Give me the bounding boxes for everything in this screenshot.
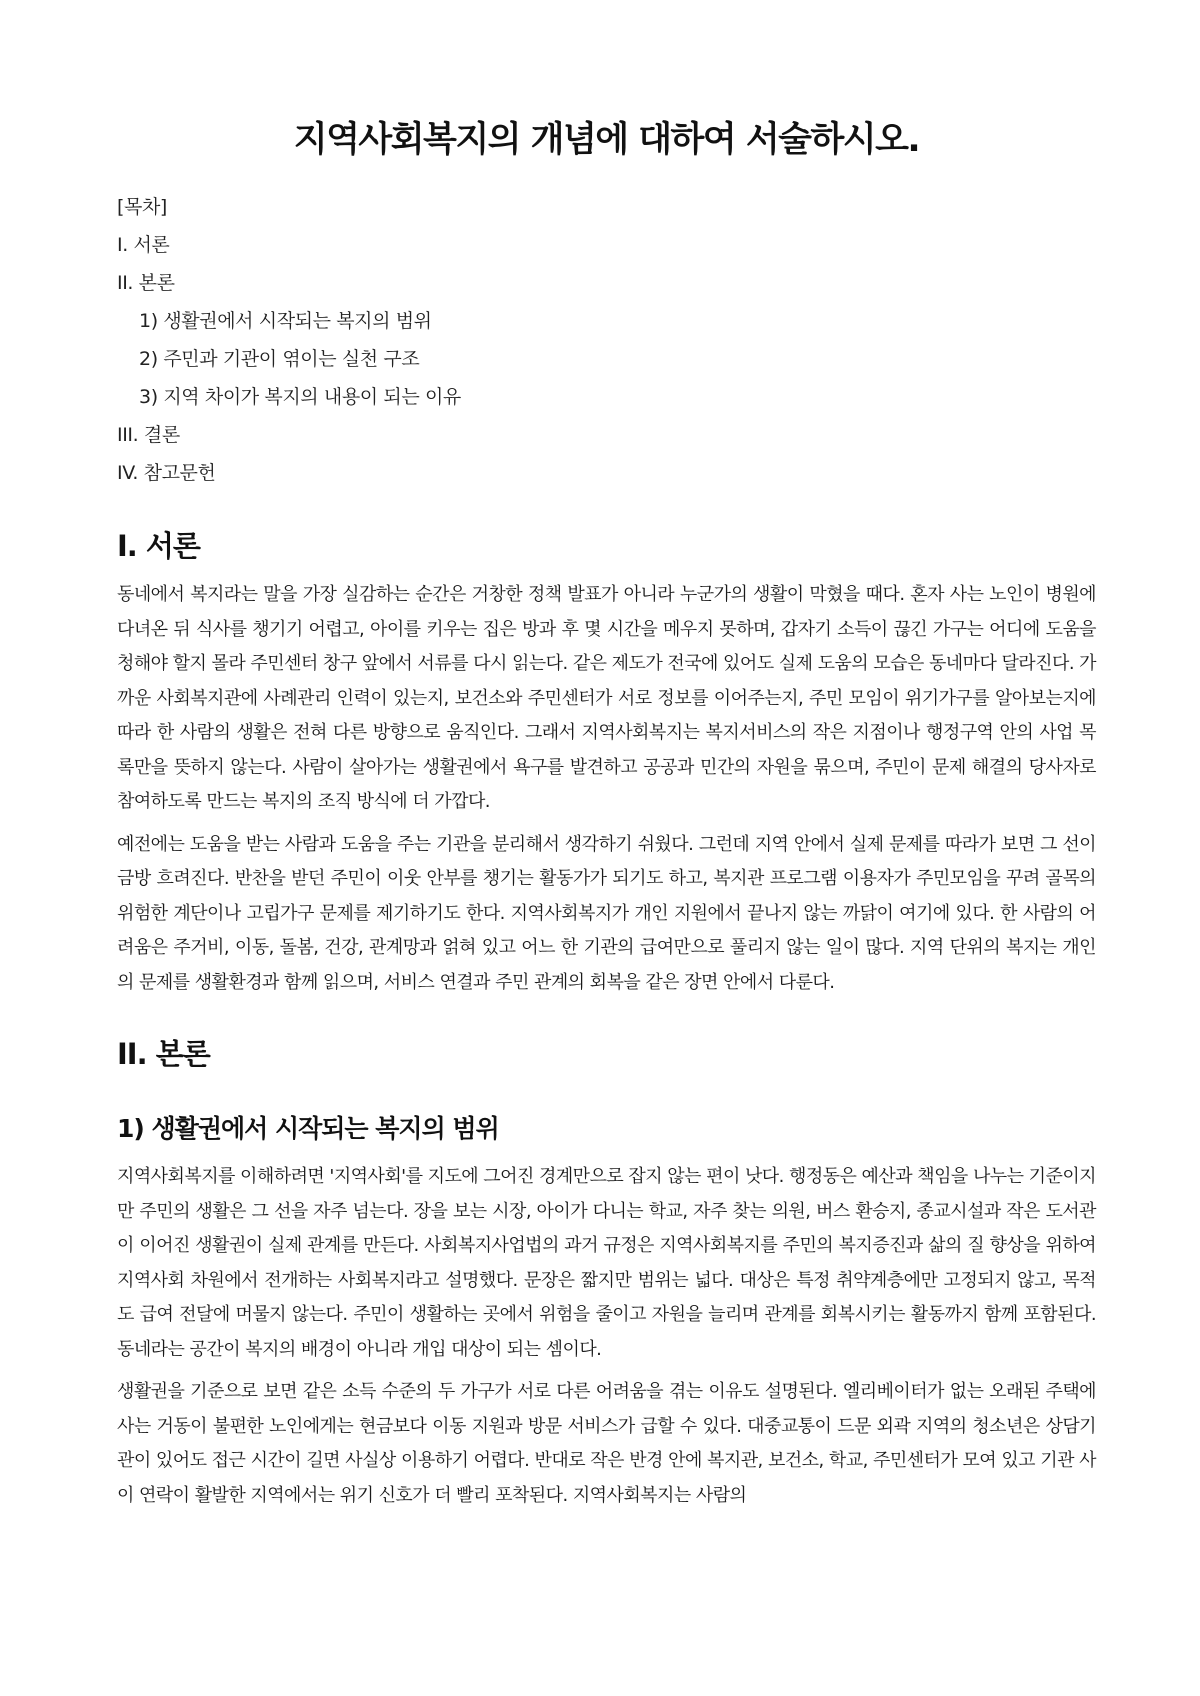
toc-item-references: IV. 참고문헌 (117, 462, 216, 484)
body-sub1-paragraph-2: 생활권을 기준으로 보면 같은 소득 수준의 두 가구가 서로 다른 어려움을 겪는 이유도 설명된다. 엘리베이터가 없는 오래된 주택에 사는 거동이 불편한 노인에게는 현금보다 이동 지원과 방문 서비스가 급할 수 있다. 대중교통이 드문 외곽 지역의 청소년은 상담기관이 있어도 접근 시간이 길면 사실상 이용하기 어렵다. 반대로 작은 반경 안에 복지관, 보건소, 학교, 주민센터가 모여 있고 기관 사이 연락이 활발한 지역에서는 위기 신호가 더 빨리 포착된다. 지역사회복지는 사람의 (117, 1381, 1096, 1506)
toc-item-conclusion: III. 결론 (117, 424, 180, 446)
toc-item-intro: I. 서론 (117, 234, 170, 256)
toc-item-body-1: 1) 생활권에서 시작되는 복지의 범위 (139, 310, 432, 332)
intro-paragraph-1: 동네에서 복지라는 말을 가장 실감하는 순간은 거창한 정책 발표가 아니라 누군가의 생활이 막혔을 때다. 혼자 사는 노인이 병원에 다녀온 뒤 식사를 챙기기 어렵고, 아이를 키우는 집은 방과 후 몇 시간을 메우지 못하며, 갑자기 소득이 끊긴 가구는 어디에 도움을 청해야 할지 몰라 주민센터 창구 앞에서 서류를 다시 읽는다. 같은 제도가 전국에 있어도 실제 도움의 모습은 동네마다 달라진다. 가까운 사회복지관에 사례관리 인력이 있는지, 보건소와 주민센터가 서로 정보를 이어주는지, 주민 모임이 위기가구를 알아보는지에 따라 한 사람의 생활은 전혀 다른 방향으로 움직인다. 그래서 지역사회복지는 복지서비스의 작은 지점이나 행정구역 안의 사업 목록만을 뜻하지 않는다. 사람이 살아가는 생활권에서 욕구를 발견하고 공공과 민간의 자원을 묶으며, 주민이 문제 해결의 당사자로 참여하도록 만드는 복지의 조직 방식에 더 가깝다. (117, 584, 1097, 812)
intro-paragraph-2: 예전에는 도움을 받는 사람과 도움을 주는 기관을 분리해서 생각하기 쉬웠다. 그런데 지역 안에서 실제 문제를 따라가 보면 그 선이 금방 흐려진다. 반찬을 받던 주민이 이웃 안부를 챙기는 활동가가 되기도 하고, 복지관 프로그램 이용자가 주민모임을 꾸려 골목의 위험한 계단이나 고립가구 문제를 제기하기도 한다. 지역사회복지가 개인 지원에서 끝나지 않는 까닭이 여기에 있다. 한 사람의 어려움은 주거비, 이동, 돌봄, 건강, 관계망과 얽혀 있고 어느 한 기관의 급여만으로 풀리지 않는 일이 많다. 지역 단위의 복지는 개인의 문제를 생활환경과 함께 읽으며, 서비스 연결과 주민 관계의 회복을 같은 장면 안에서 다룬다. (117, 833, 1096, 993)
toc-item-body: II. 본론 (117, 272, 175, 294)
body-sub1-paragraph-1: 지역사회복지를 이해하려면 '지역사회'를 지도에 그어진 경계만으로 잡지 않는 편이 낫다. 행정동은 예산과 책임을 나누는 기준이지만 주민의 생활은 그 선을 자주 넘는다. 장을 보는 시장, 아이가 다니는 학교, 자주 찾는 의원, 버스 환승지, 종교시설과 작은 도서관이 이어진 생활권이 실제 관계를 만든다. 사회복지사업법의 과거 규정은 지역사회복지를 주민의 복지증진과 삶의 질 향상을 위하여 지역사회 차원에서 전개하는 사회복지라고 설명했다. 문장은 짧지만 범위는 넓다. 대상은 특정 취약계층에만 고정되지 않고, 목적도 급여 전달에 머물지 않는다. 주민이 생활하는 곳에서 위험을 줄이고 자원을 늘리며 관계를 회복시키는 활동까지 함께 포함된다. 동네라는 공간이 복지의 배경이 아니라 개입 대상이 되는 셈이다. (117, 1166, 1096, 1360)
toc-heading: [목차] (117, 196, 167, 218)
subsection-heading-1: 1) 생활권에서 시작되는 복지의 범위 (117, 1114, 499, 1143)
section-heading-intro: I. 서론 (117, 529, 200, 563)
document-title: 지역사회복지의 개념에 대하여 서술하시오. (293, 120, 920, 160)
toc-item-body-2: 2) 주민과 기관이 엮이는 실천 구조 (139, 348, 420, 370)
section-heading-body: II. 본론 (117, 1037, 210, 1071)
toc-item-body-3: 3) 지역 차이가 복지의 내용이 되는 이유 (139, 386, 461, 408)
table-of-contents (117, 188, 1096, 492)
